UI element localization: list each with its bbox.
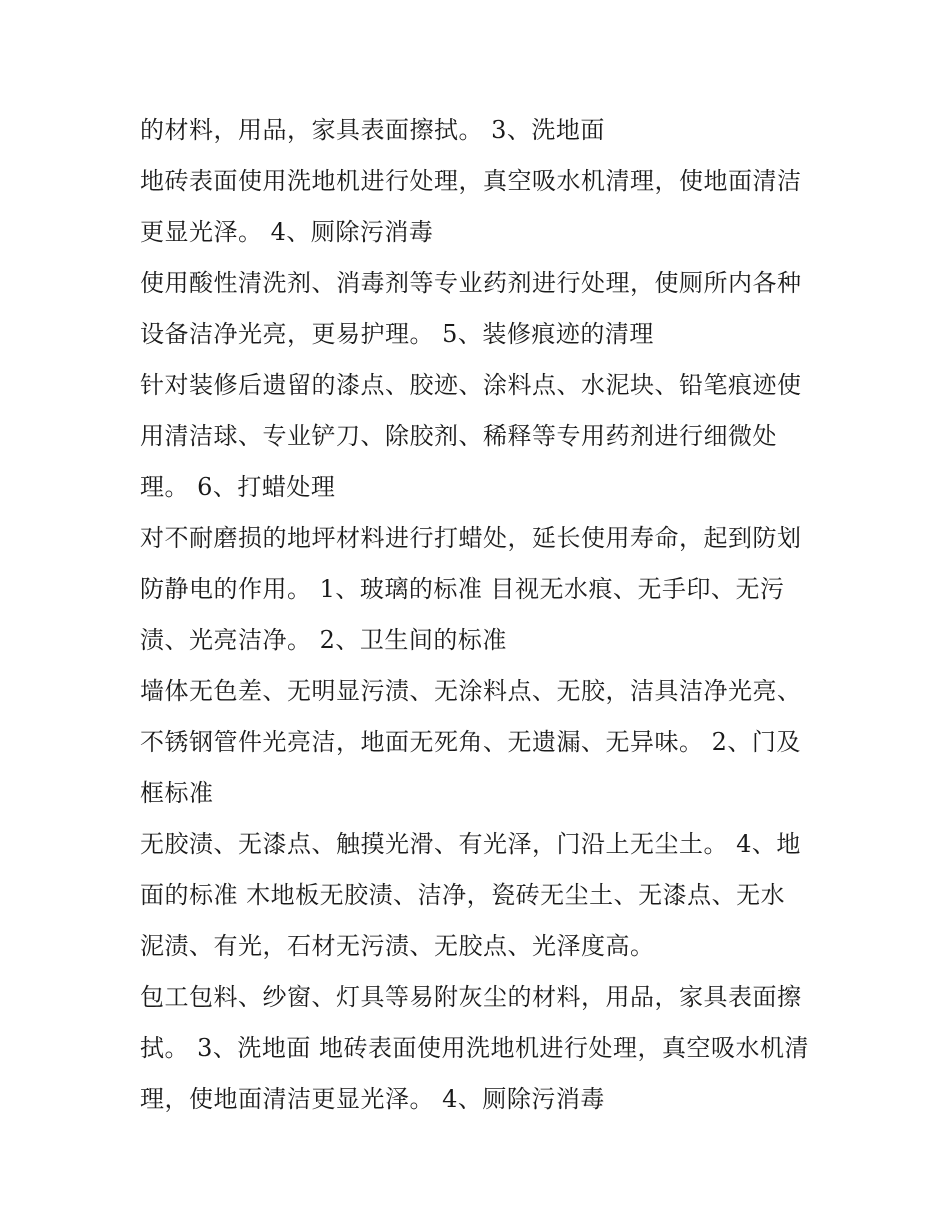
text-line: 设备洁净光亮，更易护理。 5、装修痕迹的清理 xyxy=(140,320,654,348)
text-line: 面的标准 木地板无胶渍、洁净，瓷砖无尘土、无漆点、无水 xyxy=(140,881,786,909)
text-line: 框标准 xyxy=(140,779,214,807)
document-body xyxy=(140,110,820,1130)
text-line: 理。 6、打蜡处理 xyxy=(140,473,336,501)
text-line: 使用酸性清洗剂、消毒剂等专业药剂进行处理，使厕所内各种 xyxy=(140,269,802,297)
text-line: 更显光泽。 4、厕除污消毒 xyxy=(140,218,434,246)
text-line: 渍、光亮洁净。 2、卫生间的标准 xyxy=(140,626,507,654)
text-line: 地砖表面使用洗地机进行处理，真空吸水机清理，使地面清洁 xyxy=(140,167,802,195)
text-line: 防静电的作用。 1、玻璃的标准 目视无水痕、无手印、无污 xyxy=(140,575,785,603)
text-line: 无胶渍、无漆点、触摸光滑、有光泽，门沿上无尘土。 4、地 xyxy=(140,830,801,858)
text-line: 拭。 3、洗地面 地砖表面使用洗地机进行处理，真空吸水机清 xyxy=(140,1034,810,1062)
text-line: 包工包料、纱窗、灯具等易附灰尘的材料，用品，家具表面擦 xyxy=(140,983,802,1011)
text-line: 针对装修后遗留的漆点、胶迹、涂料点、水泥块、铅笔痕迹使 xyxy=(140,371,802,399)
text-line: 泥渍、有光，石材无污渍、无胶点、光泽度高。 xyxy=(140,932,655,960)
text-line: 的材料，用品，家具表面擦拭。 3、洗地面 xyxy=(140,116,605,144)
text-line: 对不耐磨损的地坪材料进行打蜡处，延长使用寿命，起到防划 xyxy=(140,524,802,552)
text-line: 理，使地面清洁更显光泽。 4、厕除污消毒 xyxy=(140,1085,605,1113)
text-line: 用清洁球、专业铲刀、除胶剂、稀释等专用药剂进行细微处 xyxy=(140,422,777,450)
text-line: 不锈钢管件光亮洁，地面无死角、无遗漏、无异味。 2、门及 xyxy=(140,728,801,756)
text-line: 墙体无色差、无明显污渍、无涂料点、无胶，洁具洁净光亮、 xyxy=(140,677,802,705)
